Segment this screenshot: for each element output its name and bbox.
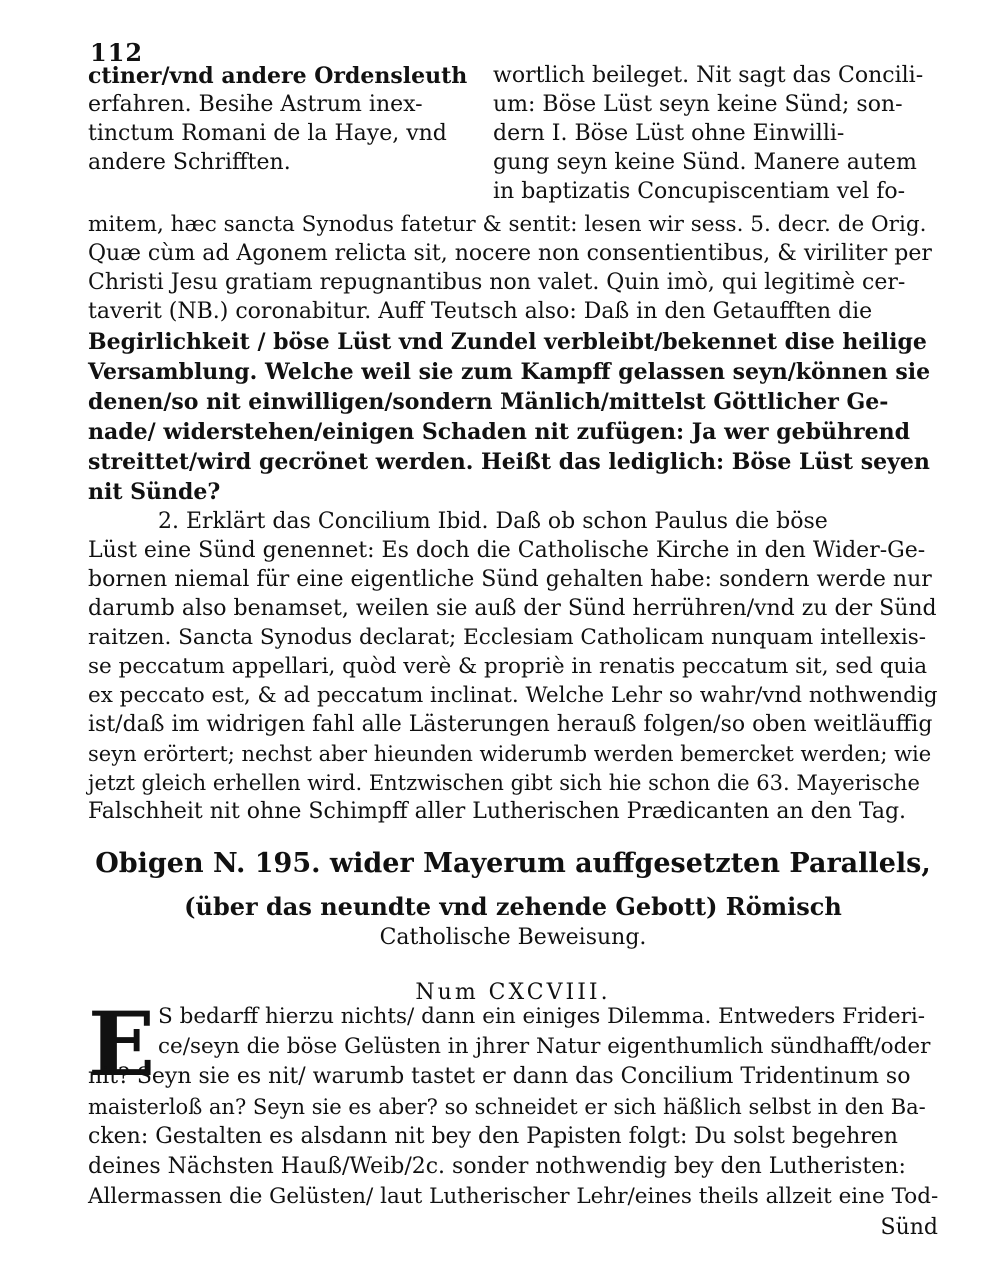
text-line: raitzen. Sancta Synodus declarat; Ecclesiam Catholicam nunquam intellexis- — [88, 625, 926, 650]
right-line: dern I. Böse Lüst ohne Einwilli- — [493, 121, 845, 146]
right-line: um: Böse Lüst seyn keine Sünd; son- — [493, 92, 903, 117]
text-line: streittet/wird gecrönet werden. Heißt das lediglich: Böse Lüst seyen — [88, 449, 930, 475]
section-subheading: (über das neundte vnd zehende Gebott) Römisch — [184, 892, 842, 921]
text-line: Begirlichkeit / böse Lüst vnd Zundel verbleibt/bekennet dise heilige — [88, 329, 927, 355]
two-column-section — [88, 62, 938, 212]
text-line: taverit (NB.) coronabitur. Auff Teutsch also: Daß in den Getaufften die — [88, 299, 873, 324]
text-line: se peccatum appellari, quòd verè & propriè in renatis peccatum sit, sed quia — [88, 654, 928, 679]
text-line: Quæ cùm ad Agonem relicta sit, nocere non consentientibus, & viriliter per — [88, 241, 932, 266]
left-line: erfahren. Besihe Astrum inex- — [88, 92, 423, 117]
text-line: seyn erörtert; nechst aber hieunden widerumb werden bemercket werden; wie — [88, 742, 932, 766]
page-number: 112 — [90, 38, 144, 67]
catchword: Sünd — [880, 1215, 938, 1240]
left-line: ctiner/vnd andere Ordensleuth — [88, 63, 468, 89]
left-line: andere Schrifften. — [88, 150, 291, 175]
text-line: Christi Jesu gratiam repugnantibus non valet. Quin imò, qui legitimè cer- — [88, 270, 906, 295]
text-line: cken: Gestalten es alsdann nit bey den Papisten folgt: Du solst begehren — [88, 1124, 898, 1149]
text-line: maisterloß an? Seyn sie es aber? so schneidet er sich häßlich selbst in den Ba- — [88, 1095, 926, 1119]
drop-initial: E — [88, 992, 156, 1096]
text-line: nade/ widerstehen/einigen Schaden nit zufügen: Ja wer gebührend — [88, 419, 910, 445]
text-line: darumb also benamset, weilen sie auß der Sünd herrühren/vnd zu der Sünd — [88, 596, 937, 621]
section-subheading-2: Catholische Beweisung. — [379, 925, 647, 950]
text-line: deines Nächsten Hauß/Weib/2c. sonder nothwendig bey den Lutheristen: — [88, 1154, 906, 1179]
section-number: Num CXCVIII. — [415, 980, 611, 1005]
text-line: ist/daß im widrigen fahl alle Lästerungen herauß folgen/so oben weitläuffig — [88, 712, 933, 737]
text-line: Lüst eine Sünd genennet: Es doch die Catholische Kirche in den Wider-Ge- — [88, 538, 926, 563]
right-line: wortlich beileget. Nit sagt das Concili- — [493, 63, 924, 88]
right-line: in baptizatis Concupiscentiam vel fo- — [493, 179, 906, 204]
text-line: ce/seyn die böse Gelüsten in jhrer Natur eigenthumlich sündhafft/oder — [158, 1034, 931, 1059]
text-line: ex peccato est, & ad peccatum inclinat. Welche Lehr so wahr/vnd nothwendig — [88, 683, 938, 708]
right-line: gung seyn keine Sünd. Manere autem — [493, 150, 917, 175]
text-line: bornen niemal für eine eigentliche Sünd gehalten habe: sondern werde nur — [88, 567, 932, 592]
text-line: S bedarff hierzu nichts/ dann ein einiges Dilemma. Entweders Frideri- — [158, 1004, 926, 1029]
text-line: denen/so nit einwilligen/sondern Mänlich/mittelst Göttlicher Ge- — [88, 389, 889, 415]
text-line: nit? Seyn sie es nit/ warumb tastet er dann das Concilium Tridentinum so — [88, 1064, 911, 1089]
section-heading: Obigen N. 195. wider Mayerum auffgesetzten Parallels, — [95, 848, 931, 879]
text-line: mitem, hæc sancta Synodus fatetur & sentit: lesen wir sess. 5. decr. de Orig. — [88, 212, 927, 237]
text-line: nit Sünde? — [88, 479, 221, 505]
text-line: jetzt gleich erhellen wird. Entzwischen gibt sich hie schon die 63. Mayerische — [88, 771, 920, 795]
left-line: tinctum Romani de la Haye, vnd — [88, 121, 447, 146]
text-line: Versamblung. Welche weil sie zum Kampff gelassen seyn/können sie — [88, 359, 931, 385]
text-line: 2. Erklärt das Concilium Ibid. Daß ob schon Paulus die böse — [158, 509, 828, 534]
text-line: Allermassen die Gelüsten/ laut Lutherischer Lehr/eines theils allzeit eine Tod- — [88, 1184, 939, 1209]
text-line: Falschheit nit ohne Schimpff aller Lutherischen Prædicanten an den Tag. — [88, 799, 907, 824]
